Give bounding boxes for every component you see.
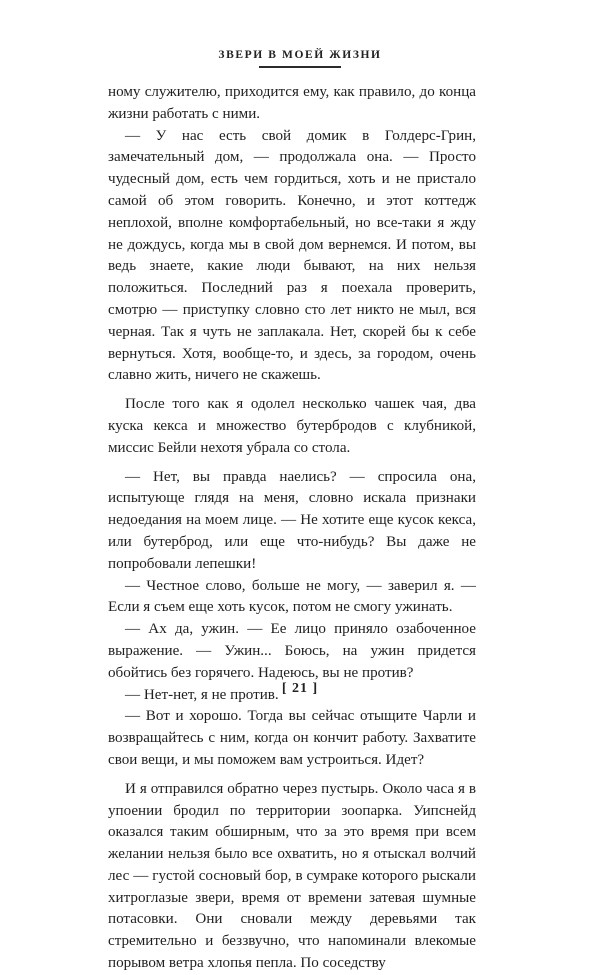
paragraph: — У нас есть свой домик в Голдерс-Грин, замечательный дом, — продолжала она. — Просто чудесный дом, есть чем гордиться, хоть и не пристало самой об этом говорить. Конечно, и этот коттедж неплохой, вполне комфортабельный, но все-таки я жду не дождусь, когда мы в свой дом вернемся. И потом, вы ведь знаете, какие люди бывают, на них нельзя положиться. Последний раз я поехала проверить, смотрю — приступку словно сто лет никто не мыл, вся черная. Так я чуть не заплакала. Нет, скорей бы к себе вернуться. Хотя, вообще-то, и здесь, за городом, очень славно жить, ничего не скажешь. — [108, 127, 476, 384]
paragraph: — Вот и хорошо. Тогда вы сейчас отыщите Чарли и возвращайтесь с ним, когда он кончит работу. Захватите свои вещи, и мы поможем вам устроиться. Идет? — [108, 708, 476, 768]
page-number: [ 21 ] — [281, 681, 319, 696]
paragraph: После того как я одолел несколько чашек чая, два куска кекса и множество бутербродов с клубникой, миссис Бейли нехотя убрала со стола. — [108, 396, 476, 456]
paragraph: — Ах да, ужин. — Ее лицо приняло озабоченное выражение. — Ужин... Боюсь, на ужин придется обойтись без горячего. Надеюсь, вы не против? — [108, 621, 476, 681]
body-text — [108, 82, 476, 975]
paragraph: ному служителю, приходится ему, как правило, до конца жизни работать с ними. — [108, 84, 476, 122]
paragraph: — Нет, вы правда наелись? — спросила она, испытующе глядя на меня, словно искала признаки недоедания на моем лице. — Не хотите еще кусок кекса, или бутерброд, или еще что-нибудь? Вы даже не попробовали лепешки! — [108, 468, 476, 572]
running-header: ЗВЕРИ В МОЕЙ ЖИЗНИ — [218, 49, 382, 61]
paragraph: — Нет-нет, я не против. — [125, 686, 279, 703]
header-rule — [259, 66, 341, 68]
paragraph: — Честное слово, больше не могу, — заверил я. — Если я съем еще хоть кусок, потом не смогу ужинать. — [108, 577, 476, 616]
paragraph: И я отправился обратно через пустырь. Около часа я в упоении бродил по территории зоопарка. Уипснейд оказался таким обширным, что за это время при всем желании нельзя было все охватить, но я отыскал волчий лес — густой сосновый бор, в сумраке которого рыскали хитроглазые звери, время от времени затевая шумные потасовки. Они сновали между деревьями так стремительно и беззвучно, что напоминали влекомые порывом ветра хлопья пепла. По соседству — [108, 780, 476, 972]
